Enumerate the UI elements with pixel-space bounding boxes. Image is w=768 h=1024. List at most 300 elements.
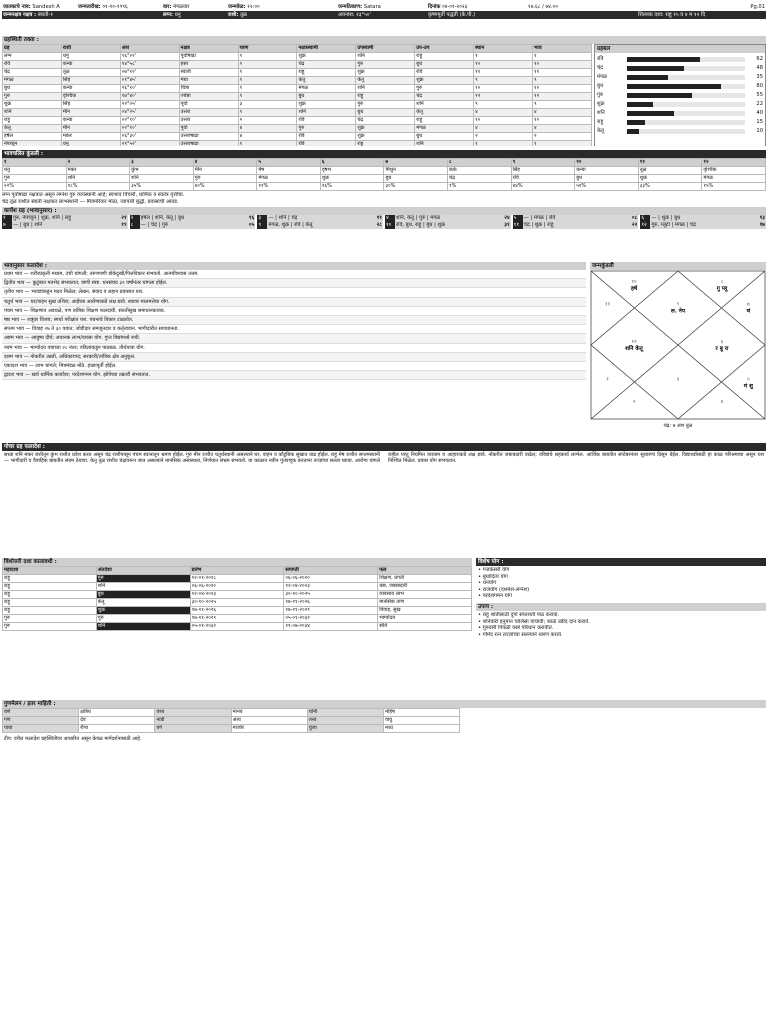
prediction-item: सप्तम भाव — विवाह २७ ते ३० वयात; जोडीदार समजूतदार व कर्तृत्ववान. भागीदारीत सावधानता. (2, 325, 586, 334)
planet-cell: राहू (297, 69, 356, 77)
house-percent: ३३% (638, 183, 702, 191)
strength-title: ग्रहबल (595, 45, 765, 53)
significator-planets: शनि, केतू | गुरु | मंगळ (395, 215, 441, 221)
dasha-cell: विवाह, सुख (378, 607, 472, 615)
planet-column-header: उप-उप (415, 45, 474, 53)
dasha-cell: ०५-०१-२०३२ (190, 623, 284, 631)
planet-cell: शनि (3, 109, 62, 117)
chart-sign-number: ७ (747, 301, 750, 308)
strength-value: 40 (756, 110, 763, 117)
planet-cell: शुक्र (356, 69, 415, 77)
planet-cell: कन्या (61, 85, 120, 93)
planet-cell: चंद्र (297, 61, 356, 69)
planet-cell: ज्येष्ठा (179, 93, 238, 101)
footer-table (2, 708, 460, 733)
predictions-title: भावानुसार फलादेश : (2, 262, 586, 270)
planet-cell: १२ (533, 93, 592, 101)
footer-cell: वर्ग (155, 725, 231, 733)
strength-bar (627, 102, 653, 107)
significator-row (513, 215, 639, 222)
significator-planets: — | चंद्र | गुरु (140, 222, 169, 228)
dasha-cell: शनि (96, 623, 190, 631)
planet-cell: १ (238, 109, 297, 117)
significator-house: १० (385, 222, 395, 229)
strength-bar (627, 93, 692, 98)
significator-score: ११ (376, 215, 382, 221)
strength-label: राहू (597, 119, 604, 126)
planet-cell: उत्तरा (179, 109, 238, 117)
house-percent: ५१% (575, 183, 639, 191)
strength-chart (594, 44, 766, 146)
footer-cell: वश्य (155, 709, 231, 717)
strength-label: रवि (597, 56, 604, 63)
planet-cell: पूर्वा (179, 125, 238, 133)
remedy-item: • गोमेद रत्न तज्ज्ञांच्या सल्ल्याने धारण करावे. (478, 631, 563, 638)
planet-cell: चंद्र (3, 69, 62, 77)
planet-cell: राहू (415, 53, 474, 61)
planet-row (3, 117, 592, 125)
planet-cell: शुक्र (3, 101, 62, 109)
house-number: ४ (193, 159, 257, 167)
planet-cell: शनि (415, 101, 474, 109)
significator-planets: गुरु, प्लूटो | मंगळ | चंद्र (651, 222, 696, 228)
strength-row (597, 91, 763, 100)
footer-cell: महिष (384, 709, 460, 717)
strength-row (597, 118, 763, 127)
planet-cell: शुक्र (297, 101, 356, 109)
planet-cell: गुरु (297, 125, 356, 133)
house-sign: वृश्चिक (702, 167, 766, 175)
planet-cell: मीन (61, 109, 120, 117)
planet-cell: मीन (61, 125, 120, 133)
planet-column-header: अंश (120, 45, 179, 53)
planet-cell: ०४°२५' (120, 109, 179, 117)
planet-cell: शुक्र (415, 77, 474, 85)
chart-planet-label: गु प्लू (716, 286, 728, 292)
planet-cell: राहू (3, 117, 62, 125)
yoga-item: • परदेशगमन योग (478, 593, 512, 600)
chart-sign-number: १ (606, 376, 609, 383)
planet-row (3, 125, 592, 133)
significator-planets: मंगळ, शुक्र | रवि | केतू (268, 222, 313, 228)
dasha-column-header: समाप्ती (284, 567, 378, 575)
planet-cell: १ (238, 85, 297, 93)
dasha-cell: ०५-०१-२०३२ (284, 615, 378, 623)
planet-cell: १ (533, 53, 592, 61)
planet-row (3, 61, 592, 69)
footer-cell: अंत्य (231, 717, 307, 725)
footer-row (3, 709, 460, 717)
prediction-item: पंचम भाव — शिक्षणात अडथळे, पण तांत्रिक शिक्षण फलदायी. संततीसुख समाधानकारक. (2, 307, 586, 316)
footer-cell: वर्ण (3, 709, 79, 717)
dasha-cell: राहू (3, 575, 97, 583)
significator-house: ४ (385, 215, 395, 222)
dasha-cell: ०६-०६-२०२० (284, 575, 378, 583)
house-sign: धनु (3, 167, 67, 175)
planet-cell: गुरु (356, 101, 415, 109)
planet-cell: १० (474, 117, 533, 125)
house-number: ३ (130, 159, 194, 167)
house-percent: ४०% (193, 183, 257, 191)
chart-planet-label: शनि केतू (625, 346, 643, 352)
house-lord: शनि (130, 175, 194, 183)
planet-cell: २६°१०' (120, 85, 179, 93)
house-lord: शुक्र (638, 175, 702, 183)
significator-house: ६ (640, 215, 650, 222)
house-sign: मिथुन (384, 167, 448, 175)
dasha-row (3, 623, 472, 631)
planet-cell: कन्या (61, 117, 120, 125)
planet-cell: ९ (533, 101, 592, 109)
planet-cell: १६°२२' (120, 53, 179, 61)
houses-table (2, 158, 766, 191)
house-percent: २६% (320, 183, 384, 191)
strength-label: बुध (597, 83, 604, 90)
planet-cell: शनि (356, 53, 415, 61)
planet-cell: धनु (61, 53, 120, 61)
chart-sign-number: २ (632, 399, 636, 405)
dasha-cell: १७-११-२०२९ (284, 607, 378, 615)
dasha-cell: ०६-०६-२०२० (190, 583, 284, 591)
dasha-column-header: प्रारंभ (190, 567, 284, 575)
prediction-item: दशम भाव — नोकरीत उन्नती, अधिकारपद; सरकारी/तांत्रिक क्षेत्र अनुकूल. (2, 353, 586, 362)
birth-time: जन्मवेळ: १२:०० (228, 4, 260, 10)
planets-title: ग्रहस्थिती तक्ता : (2, 36, 766, 44)
planet-cell: १० (533, 61, 592, 69)
prediction-item: अष्टम भाव — आयुष्य दीर्घ; अचानक लाभ/वारसा योग. गुप्त विद्यांमध्ये रुची. (2, 334, 586, 343)
planet-cell: मघा (179, 77, 238, 85)
dasha-cell: १२-०१-२०१८ (190, 575, 284, 583)
planet-cell: १० (474, 85, 533, 93)
planet-cell: २ (238, 61, 297, 69)
significator-house: ५ (513, 215, 523, 222)
strength-value: 48 (756, 65, 763, 72)
page-number: Pg.01 (750, 4, 765, 10)
planet-row (3, 93, 592, 101)
significator-planets: गुरु, नेपच्यून | शुक्र, शनि | राहू (13, 215, 71, 221)
predictions-section (2, 262, 766, 440)
significator-score: ०५ (248, 222, 255, 228)
planet-cell: शनि (297, 109, 356, 117)
planet-cell: २ (533, 133, 592, 141)
planet-cell: तूळ (61, 69, 120, 77)
house-sign: तूळ (638, 167, 702, 175)
planet-cell: ११ (474, 69, 533, 77)
planet-cell: शनि (415, 141, 474, 147)
planet-cell: रवि (297, 133, 356, 141)
planet-cell: १ (533, 141, 592, 147)
print-date: दिनांक ०४-०१-२०२३ (428, 4, 468, 10)
planet-cell: १४°५८' (120, 61, 179, 69)
planet-cell: १ (474, 141, 533, 147)
footer-cell: योनी (307, 709, 383, 717)
strength-bar (627, 120, 645, 125)
significator-house: ११ (513, 222, 523, 229)
footer-cell: नाडी (155, 717, 231, 725)
strength-label: केतू (597, 128, 604, 135)
ayanamsha: अयनांश: २३°५०' (338, 12, 371, 18)
footer-cell: रौप्य (79, 725, 155, 733)
planet-row (3, 85, 592, 93)
planet-column-header: ग्रह (3, 45, 62, 53)
planet-cell: राहू (356, 93, 415, 101)
footer-cell: देव (79, 717, 155, 725)
planet-row (3, 69, 592, 77)
strength-label: गुरु (597, 92, 604, 99)
footer-cell: पाया (3, 725, 79, 733)
transit-title: गोचर ग्रह फलादेश : (2, 443, 766, 451)
house-sign: कुंभ (130, 167, 194, 175)
significator-score: २४ (504, 215, 510, 221)
footer-cell: मार्जार (231, 725, 307, 733)
summary-line: चंद्र तूळ राशीत स्वाती नक्षत्रात लाभस्थानी — मित्रपरिवार मोठा, व्यापारी बुद्धी, प्रवासाची आवड. (2, 198, 179, 204)
planet-cell: नेपच्यून (3, 141, 62, 147)
house-percent: ४४% (511, 183, 575, 191)
strength-bar (627, 75, 668, 80)
house-percent: १२% (257, 183, 321, 191)
significator-house: ९ (257, 222, 267, 229)
planet-column-header: उपस्वामी (356, 45, 415, 53)
house-percent: ३०% (384, 183, 448, 191)
planet-cell: बुध (356, 109, 415, 117)
chart-planet-label: ल. नेप (671, 308, 685, 315)
footer-cell: युंजा (307, 725, 383, 733)
prediction-item: चतुर्थ भाव — घर/वाहन सुख उशिरा; आईच्या आरोग्याकडे लक्ष द्यावे. स्थावर मालमत्तेचा योग. (2, 298, 586, 307)
significator-row (385, 215, 511, 222)
footer-cell: वायु (384, 717, 460, 725)
planet-cell: ९ (474, 77, 533, 85)
planet-cell: २२°०५' (120, 101, 179, 109)
planet-cell: १० (533, 117, 592, 125)
planet-cell: बुध (297, 93, 356, 101)
significator-row (2, 222, 128, 229)
planet-cell: मंगळ (3, 77, 62, 85)
strength-row (597, 109, 763, 118)
planet-cell: १ (238, 69, 297, 77)
dasha-cell: शुक्र (96, 607, 190, 615)
chart-title: जन्मकुंडली (590, 262, 766, 270)
birth-chart (590, 270, 766, 420)
planet-cell: चंद्र (415, 93, 474, 101)
planet-cell: १ (238, 93, 297, 101)
planet-cell: ४ (238, 133, 297, 141)
planet-cell: राहू (415, 117, 474, 125)
significator-planets: रवि, बुध, राहू | बुध | शुक्र (395, 222, 446, 228)
significator-score: २१ (121, 215, 127, 221)
planet-column-header: नक्षत्र (179, 45, 238, 53)
kundali-type: कृष्णमूर्ती पद्धती (के.पी.) (428, 12, 476, 18)
strength-row (597, 82, 763, 91)
yoga-title: विशेष योग : (476, 558, 766, 566)
planet-cell: १७°४०' (120, 93, 179, 101)
house-lord: बुध (384, 175, 448, 183)
planet-cell: ०२°१०' (120, 125, 179, 133)
dasha-cell: गुरु (96, 615, 190, 623)
prediction-item: नवम भाव — भाग्योदय वयाच्या २८ नंतर; वडिलांकडून पाठबळ. तीर्थयात्रा योग. (2, 344, 586, 353)
significator-score: १९ (121, 222, 127, 228)
strength-label: शनि (597, 110, 605, 117)
planet-cell: स्वाती (179, 69, 238, 77)
planet-cell: ३ (238, 101, 297, 109)
planet-cell: उत्तराषाढा (179, 141, 238, 147)
planet-cell: ४ (533, 125, 592, 133)
planet-cell: १ (474, 53, 533, 61)
planet-cell: चित्रा (179, 85, 238, 93)
houses-title: भावचलित कुंडली : (2, 150, 766, 158)
significator-row (257, 215, 383, 222)
house-sign: वृषभ (320, 167, 384, 175)
house-sign: मीन (193, 167, 257, 175)
strength-label: शुक्र (597, 101, 605, 108)
significator-score: २८ (376, 222, 382, 228)
planet-column-header: चरण (238, 45, 297, 53)
day: वार: मंगळवार (163, 4, 190, 10)
planet-cell: उत्तरा (179, 117, 238, 125)
dasha-cell: १७-११-२०२९ (190, 615, 284, 623)
house-lord: गुरु (193, 175, 257, 183)
dasha-cell: कष्ट, जबाबदारी (378, 583, 472, 591)
strength-label: चंद्र (597, 65, 604, 72)
dasha-cell: व्यवसाय लाभ (378, 591, 472, 599)
significator-row (640, 215, 766, 222)
birth-place: जन्मठिकाण: Satara (338, 4, 381, 10)
house-sign: मकर (66, 167, 130, 175)
chart-sign-number: १० (631, 279, 637, 285)
house-lord: चंद्र (448, 175, 512, 183)
chart-moon-note: चंद्र: ७ अंश तूळ (663, 422, 693, 429)
planet-cell: सिंह (61, 77, 120, 85)
planet-cell: २ (474, 133, 533, 141)
planet-cell: १० (533, 85, 592, 93)
dasha-cell: राहू (3, 607, 97, 615)
planet-cell: बुध (415, 61, 474, 69)
footer-cell: क्षत्रिय (79, 709, 155, 717)
planet-cell: ०२°१०' (120, 117, 179, 125)
significator-row (257, 222, 383, 229)
significators-title: कार्येश ग्रह (भावानुसार) : (2, 207, 766, 215)
prediction-item: द्वादश भाव — खर्च धार्मिक कार्यांवर; परदेशगमन योग. झोपेच्या तक्रारी संभवतात. (2, 371, 586, 380)
planet-cell: ११ (533, 69, 592, 77)
remedy-item: • शनिवारी हनुमान चालिसा वाचावी; काळे उडीद दान करावे. (478, 618, 590, 625)
house-percent: २२% (3, 183, 67, 191)
significator-row (513, 222, 639, 229)
house-sign: मेष (257, 167, 321, 175)
name-label: जातकाचे नाव: Sandesh A (3, 4, 60, 10)
dasha-cell: राहू (3, 599, 97, 607)
chart-sign-number: ८ (720, 279, 724, 285)
dasha-section (2, 558, 766, 693)
dasha-cell: गुरु (96, 575, 190, 583)
significator-row (2, 215, 128, 222)
strength-row (597, 73, 763, 82)
planet-cell: राहू (356, 141, 415, 147)
dasha-column-header: अंतर्दशा (96, 567, 190, 575)
dasha-cell: भाग्योदय (378, 615, 472, 623)
footer-row (3, 717, 460, 725)
planet-column-header: स्थान (474, 45, 533, 53)
house-lord: शनि (66, 175, 130, 183)
yoga-item: • राजयोग (दशमेश-लग्नेश) (478, 586, 530, 593)
planet-cell: उत्तराषाढा (179, 133, 238, 141)
dasha-table (2, 566, 472, 631)
planet-cell: १२ (474, 93, 533, 101)
planet-cell: चंद्र (356, 117, 415, 125)
house-number: ९ (511, 159, 575, 167)
planet-cell: ४ (474, 109, 533, 117)
yoga-item: • बुधादित्य योग (478, 573, 508, 580)
footer-cell: मानव (231, 709, 307, 717)
planet-cell: पूर्वाषाढा (179, 53, 238, 61)
planet-cell: ०६°३०' (120, 133, 179, 141)
prediction-item: प्रथम भाव — शरीरप्रकृती मध्यम, उंची चांगली; तरुणपणी डोकेदुखी/पित्तविकार संभवतो. आत्मविश्वास उत्तम. (2, 270, 586, 279)
strength-value: 15 (756, 119, 763, 126)
house-number: ६ (320, 159, 384, 167)
dasha-cell: राहू (3, 583, 97, 591)
significator-score: १७ (759, 222, 765, 228)
dasha-cell: केतू (96, 599, 190, 607)
planet-cell: रवि (297, 117, 356, 125)
planet-cell: २ (238, 117, 297, 125)
dasha-cell: मानसिक ताण (378, 599, 472, 607)
planet-column-header: नक्षत्रस्वामी (297, 45, 356, 53)
planet-cell: मंगळ (297, 85, 356, 93)
dasha-cell: स्थैर्य (378, 623, 472, 631)
dasha-row (3, 591, 472, 599)
chart-planet-label: हर्ष (630, 286, 638, 292)
dasha-row (3, 575, 472, 583)
dasha-cell: ३०-१०-२०२५ (190, 599, 284, 607)
strength-bar (627, 57, 700, 62)
significator-score: १६ (248, 215, 255, 221)
dasha-row (3, 615, 472, 623)
dasha-row (3, 599, 472, 607)
significator-planets: — | शुक्र | बुध (651, 215, 681, 221)
house-lord: मंगळ (257, 175, 321, 183)
house-sign: सिंह (511, 167, 575, 175)
planet-cell: गुरु (415, 85, 474, 93)
planet-cell: सिंह (61, 101, 120, 109)
planet-cell: हस्त (179, 61, 238, 69)
dasha-cell: शनि (96, 583, 190, 591)
latlong: १७.६८ / ७४.०० (528, 4, 558, 10)
planet-cell: रवि (297, 141, 356, 147)
dasha-cell: गुरु (3, 615, 97, 623)
chart-sign-number: ३ (676, 376, 680, 383)
strength-value: 62 (756, 56, 763, 63)
dasha-cell: १७-११-२०२६ (190, 607, 284, 615)
remedy-item: • राहू शांतीसाठी दुर्गा सप्तशती पाठ करावा. (478, 611, 560, 618)
remedies-title: उपाय : (476, 603, 766, 611)
significator-row (130, 215, 256, 222)
dasha-cell: १९-०७-२०३४ (284, 623, 378, 631)
planet-cell: बुध (3, 85, 62, 93)
header (2, 3, 766, 33)
dasha-column-header: महादशा (3, 567, 97, 575)
significator-planets: — | बुध | शनि (13, 222, 43, 228)
planet-row (3, 77, 592, 85)
footer-note: टीप: वरील फलादेश ग्रहस्थितीवर आधारित असून केवळ मार्गदर्शनासाठी आहे. (4, 736, 142, 742)
significator-score: ०८ (631, 215, 638, 221)
dasha-cell: १७-११-२०२६ (284, 599, 378, 607)
planet-row (3, 109, 592, 117)
significator-score: १३ (759, 215, 765, 221)
planet-row (3, 53, 592, 61)
prediction-item: षष्ठ भाव — शत्रूंवर विजय; स्पर्धा परीक्षांत यश. पचनाचे विकार टाळावेत. (2, 316, 586, 325)
footer-title: गुणमेलन / इतर माहिती : (2, 700, 766, 708)
strength-row (597, 127, 763, 136)
significator-score: २२ (631, 222, 638, 228)
dasha-cell: १२-०४-२०२३ (190, 591, 284, 599)
